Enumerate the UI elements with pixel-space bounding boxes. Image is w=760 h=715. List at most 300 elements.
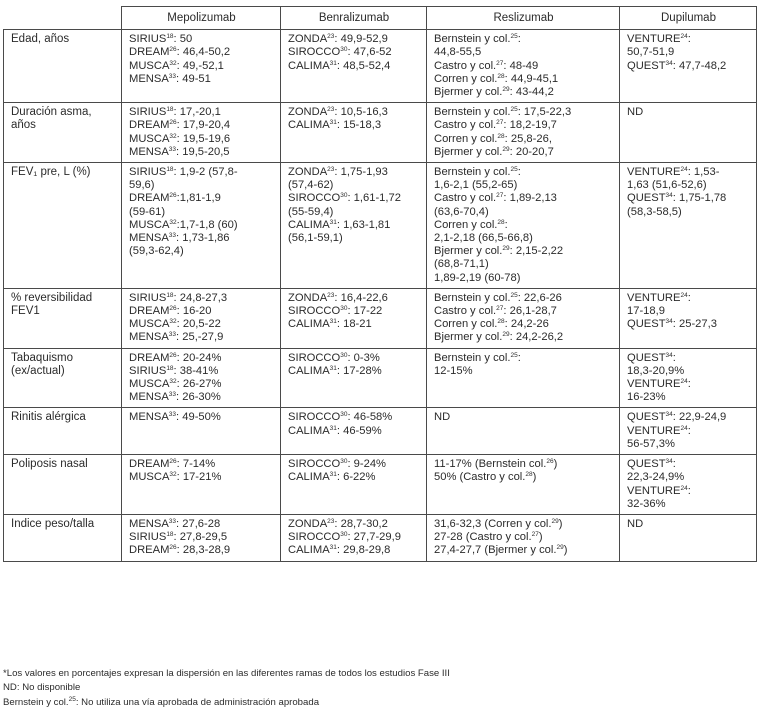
cell-line [434,518,613,531]
text: : 27,8-29,5 [173,531,228,544]
text: : 1,73-1,86 [176,232,230,245]
cell-line [627,179,750,192]
text: 16-23% [627,391,666,404]
table-cell [122,408,281,455]
text: : 22,6-26 [517,291,562,304]
cell-line [288,192,420,205]
cell-line [288,232,420,245]
text: (56,1-59,1) [288,232,343,245]
cell-line [288,206,420,219]
row-label [4,30,122,103]
text: MUSCA [129,318,170,331]
reference-number: 25 [510,291,518,299]
text: VENTURE [627,166,681,179]
text: SIROCCO [288,305,341,318]
cell-line [288,166,420,179]
text: : 6-22% [336,471,376,484]
text: :1,7-1,8 (60) [176,218,238,231]
text: : 16-20 [176,305,212,318]
reference-number: 18 [166,33,174,41]
text: : 1,89-2,13 [503,192,557,205]
cell-line [434,179,613,192]
text: 31,6-32,3 (Corren y col. [434,517,552,530]
cell-line [434,86,613,99]
reference-number: 33 [168,145,177,153]
cell-line [627,206,750,219]
cell-line [129,73,274,86]
cell-line [627,498,750,511]
reference-number: 25 [68,695,76,703]
cell-line [434,60,613,73]
reference-number: 29 [502,145,510,153]
reference-number: 28 [497,318,505,326]
comparison-table [3,6,757,562]
reference-number: 32 [169,378,177,386]
text: : 27,6-28 [176,517,221,530]
cell-line [288,219,420,232]
text: MUSCA [129,132,170,145]
text: DREAM [129,351,170,364]
text: (57,4-62) [288,179,334,192]
cell-line [288,292,420,305]
text: 32-36% [627,497,666,510]
text: Bjermer y col. [434,145,503,158]
text: SIROCCO [288,192,341,205]
text: ND: No disponible [3,682,81,694]
text: : 17-21% [176,471,222,484]
text: SIRIUS [129,291,167,304]
text: CALIMA [288,318,330,331]
text: MENSA [129,411,169,424]
cell-line [627,365,750,378]
text: Castro y col. [434,59,497,72]
reference-number: 32 [169,132,177,140]
reference-number: 27 [531,531,539,539]
text: : 49,9-52,9 [334,33,388,46]
text: MUSCA [129,218,170,231]
cell-line [434,471,613,484]
cell-line [129,192,274,205]
table-cell [281,30,427,103]
cell-line [627,391,750,404]
text: MUSCA [129,59,170,72]
cell-line [434,46,613,59]
text: ND [627,106,644,119]
reference-number: 23 [327,106,335,114]
text: QUEST [627,59,666,72]
text: VENTURE [627,484,681,497]
text: Bjermer y col. [434,86,503,99]
cell-line [129,133,274,146]
text: Corren y col. [434,318,498,331]
reference-number: 30 [340,411,348,419]
cell-line [288,179,420,192]
text: QUEST [627,351,666,364]
cell-line [288,471,420,484]
table-cell [427,30,620,103]
text: : 46,4-50,2 [176,46,231,59]
cell-line [129,60,274,73]
text: (59,3-62,4) [129,245,184,258]
cell-line [288,46,420,59]
text: 50,7-51,9 [627,46,675,59]
text: 59,6) [129,179,155,192]
cell-line [129,46,274,59]
cell-line [434,331,613,344]
text: VENTURE [627,378,681,391]
text: : 17-28% [336,364,382,377]
text: : 25,8-26, [504,132,552,145]
cell-line [434,232,613,245]
cell-line [288,531,420,544]
text: Corren y col. [434,132,498,145]
cell-line [288,425,420,438]
cell-line [434,258,613,271]
table-cell [122,348,281,408]
row-label-line: Duración asma, [11,106,92,119]
text: SIRIUS [129,106,167,119]
text: ) [532,471,537,484]
cell-line [627,106,750,119]
row-label-line: años [11,119,36,132]
text: : 18-21 [336,318,372,331]
reference-number: 24 [680,166,688,174]
text: SIROCCO [288,411,341,424]
cell-line [129,219,274,232]
table-cell [620,103,757,163]
reference-number: 18 [166,291,174,299]
cell-line [627,352,750,365]
cell-line [129,305,274,318]
row-label-line: Rinitis alérgica [11,411,86,424]
cell-line [627,33,750,46]
text: : 1,63-1,81 [336,218,391,231]
table-cell [427,514,620,561]
text: MUSCA [129,378,170,391]
table-cell [281,288,427,348]
reference-number: 24 [680,33,688,41]
footnotes [3,667,450,710]
cell-line [627,438,750,451]
reference-number: 34 [665,458,673,466]
cell-line [129,232,274,245]
text: (55-59,4) [288,205,334,218]
text: ) [538,531,543,544]
table-cell [122,514,281,561]
text: 1,89-2,19 (60-78) [434,271,521,284]
cell-line [288,352,420,365]
reference-number: 28 [497,72,505,80]
text: : 47,6-52 [347,46,392,59]
text: : 19,5-20,5 [176,145,230,158]
header-row [4,7,757,30]
table-cell [122,288,281,348]
text: DREAM [129,305,170,318]
text: 17-18,9 [627,305,665,318]
text: : 15-18,3 [336,119,382,132]
text: (59-61) [129,205,166,218]
cell-line [627,378,750,391]
cell-line [627,292,750,305]
cell-line [627,425,750,438]
text: : 28,3-28,9 [176,544,231,557]
reference-number: 18 [166,166,174,174]
text: : 20,5-22 [176,318,221,331]
reference-number: 29 [502,331,510,339]
reference-number: 24 [680,378,688,386]
text: Castro y col. [434,192,497,205]
cell-line [288,60,420,73]
reference-number: 26 [546,458,554,466]
cell-line [434,292,613,305]
text: DREAM [129,458,170,471]
cell-line [288,318,420,331]
text: ZONDA [288,166,328,179]
text: MENSA [129,232,169,245]
text: : [504,218,508,231]
row-label [4,348,122,408]
reference-number: 27 [496,305,504,313]
text: : 38-41% [173,364,219,377]
text: ) [563,544,568,557]
text: CALIMA [288,218,330,231]
text: : 24,2-26 [504,318,549,331]
text: MENSA [129,145,169,158]
text: DREAM [129,544,170,557]
cell-line [288,365,420,378]
text: : 44,9-45,1 [504,72,559,85]
reference-number: 28 [525,471,533,479]
text: : [687,484,691,497]
text: : 20-24% [176,351,222,364]
table-cell [427,288,620,348]
reference-number: 26 [169,458,177,466]
text: MENSA [129,331,169,344]
cell-line [627,518,750,531]
text: CALIMA [288,424,330,437]
text: ZONDA [288,33,328,46]
text: SIROCCO [288,351,341,364]
text: 56-57,3% [627,437,675,450]
reference-number: 18 [166,531,174,539]
text: Corren y col. [434,218,498,231]
table-cell [620,348,757,408]
table-cell [427,103,620,163]
text: (58,3-58,5) [627,205,682,218]
text: : [687,378,691,391]
cell-line [434,458,613,471]
row-label-line: FEV1 [11,305,40,318]
cell-line [129,518,274,531]
table-cell [281,348,427,408]
reference-number: 25 [510,106,518,114]
table-row [4,163,757,289]
text: 27-28 (Castro y col. [434,531,532,544]
text: SIROCCO [288,531,341,544]
reference-number: 31 [329,364,337,372]
row-label-line: % reversibilidad [11,291,93,304]
row-label-line: FEV₁ pre, L (%) [11,166,91,179]
text: SIRIUS [129,33,167,46]
table-cell [281,103,427,163]
reference-number: 34 [665,192,673,200]
text: VENTURE [627,424,681,437]
cell-line [129,365,274,378]
cell-line [129,544,274,557]
text: : 16,4-22,6 [334,291,388,304]
reference-number: 30 [340,458,348,466]
text: ) [558,517,563,530]
cell-line [129,531,274,544]
cell-line [288,33,420,46]
text: Castro y col. [434,305,497,318]
text: : [517,33,521,46]
text: : 25,-27,9 [176,331,224,344]
cell-line [129,206,274,219]
text: DREAM [129,119,170,132]
text: : 26-30% [176,391,221,404]
reference-number: 26 [169,192,177,200]
cell-line [434,146,613,159]
table-cell [281,408,427,455]
text: ND [627,517,644,530]
reference-number: 31 [329,59,337,67]
cell-line [627,411,750,424]
text: ZONDA [288,106,328,119]
text: : 24,2-26,2 [509,331,564,344]
cell-line [129,245,274,258]
cell-line [434,192,613,205]
text: CALIMA [288,364,330,377]
text: : [672,351,676,364]
cell-line [129,292,274,305]
table-cell [122,30,281,103]
text: Bernstein y col. [434,291,511,304]
text: : 50 [173,33,193,46]
cell-line [627,471,750,484]
column-header: Reslizumab [427,7,620,30]
header-corner [4,7,122,30]
table-cell [281,514,427,561]
text: QUEST [627,192,666,205]
text: : 48-49 [503,59,539,72]
text: Bernstein y col. [434,166,511,179]
reference-number: 26 [169,305,177,313]
text: Bernstein y col. [3,696,69,708]
text: : 9-24% [347,458,387,471]
text: (68,8-71,1) [434,258,489,271]
table-row [4,348,757,408]
text: *Los valores en porcentajes expresan la dispersión en las diferentes ramas de todos los estudios Fase III [3,668,450,679]
text: : [517,351,521,364]
reference-number: 26 [169,351,177,359]
cell-line [129,119,274,132]
cell-line [129,411,274,424]
table-row [4,288,757,348]
reference-number: 23 [327,517,335,525]
table-row [4,103,757,163]
cell-line [288,106,420,119]
text: SIROCCO [288,458,341,471]
reference-number: 25 [510,351,518,359]
reference-number: 33 [168,391,177,399]
table-cell [620,455,757,515]
text: (63,6-70,4) [434,205,489,218]
reference-number: 32 [169,471,177,479]
reference-number: 33 [168,72,177,80]
text: : 46-58% [347,411,393,424]
text: : 26-27% [176,378,222,391]
column-header: Mepolizumab [122,7,281,30]
text: : [672,458,676,471]
row-label [4,288,122,348]
text: VENTURE [627,33,681,46]
text: : 17,-20,1 [173,106,221,119]
cell-line [434,352,613,365]
text: SIROCCO [288,46,341,59]
cell-line [434,33,613,46]
reference-number: 24 [680,484,688,492]
cell-line [434,106,613,119]
reference-number: 23 [327,33,335,41]
reference-number: 26 [169,46,177,54]
text: MENSA [129,517,169,530]
text: MENSA [129,72,169,85]
text: : 49,-52,1 [176,59,224,72]
text: : 18,2-19,7 [503,119,557,132]
reference-number: 30 [340,192,348,200]
text: DREAM [129,192,170,205]
row-label-line: Edad, años [11,33,70,46]
text: : 0-3% [347,351,380,364]
row-label-line: Poliposis nasal [11,458,88,471]
text: 44,8-55,5 [434,46,482,59]
cell-line [627,60,750,73]
reference-number: 28 [497,132,505,140]
table-row [4,455,757,515]
reference-number: 18 [166,106,174,114]
cell-line [129,146,274,159]
reference-number: 32 [169,59,177,67]
reference-number: 23 [327,291,335,299]
footnote-line [3,667,450,681]
reference-number: 33 [168,331,177,339]
cell-line [129,33,274,46]
text: : 7-14% [176,458,216,471]
table-row [4,408,757,455]
text: : 49-50% [176,411,221,424]
text: 1,63 (51,6-52,6) [627,179,707,192]
text: : 27,7-29,9 [347,531,401,544]
cell-line [627,192,750,205]
reference-number: 31 [329,471,337,479]
column-header: Benralizumab [281,7,427,30]
reference-number: 26 [169,544,177,552]
cell-line [288,305,420,318]
reference-number: 28 [497,218,505,226]
cell-line [434,411,613,424]
text: Bjermer y col. [434,331,503,344]
reference-number: 29 [551,517,559,525]
text: : 1,53- [687,166,720,179]
cell-line [129,331,274,344]
text: : 1,75-1,78 [672,192,727,205]
reference-number: 18 [166,364,174,372]
text: DREAM [129,46,170,59]
row-label-line: Tabaquismo [11,351,74,364]
text: CALIMA [288,471,330,484]
table-cell [122,163,281,289]
